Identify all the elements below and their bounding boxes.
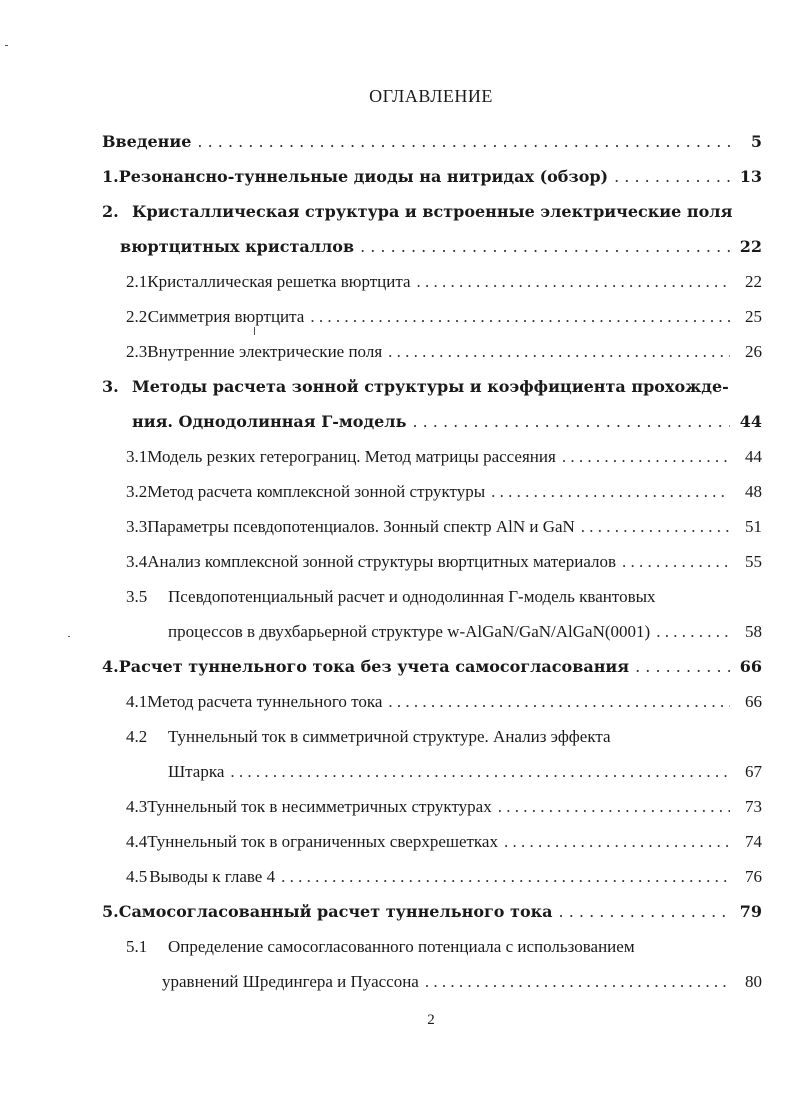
toc-entry-4-4[interactable] (126, 830, 762, 854)
toc-entry-3-1[interactable] (126, 445, 762, 469)
page-number: 2 (427, 1012, 435, 1028)
scan-speck (5, 45, 8, 46)
toc-entry-page: 73 (745, 797, 762, 816)
scan-speck (254, 327, 255, 335)
toc-entry-3-5[interactable] (126, 585, 762, 609)
toc-entry-title: Самосогласованный расчет туннельного тока (118, 902, 553, 921)
toc-entry-title: Метод расчета комплексной зонной структуры (147, 482, 486, 501)
toc-entry-title: вюртцитных кристаллов (120, 237, 355, 256)
toc-entry-page: 55 (745, 552, 762, 571)
toc-entry-title: уравнений Шредингера и Пуассона (162, 972, 419, 991)
toc-entry-number: 3.2 (126, 482, 148, 501)
toc-entry-2-2[interactable] (126, 305, 762, 329)
toc-entry-title: Модель резких гетерограниц. Метод матрицы рассеяния (147, 447, 556, 466)
leader-dots (425, 970, 730, 994)
toc-entry-title: процессов в двухбарьерной структуре w-AlGaN/GaN/AlGaN(0001) (168, 622, 651, 641)
toc-entry-number: 3.4 (126, 552, 148, 571)
toc-entry-3-5-cont[interactable] (168, 620, 762, 644)
toc-entry-number: 2.1 (126, 272, 148, 291)
toc-entry-5-1[interactable] (126, 935, 762, 959)
leader-dots (562, 445, 730, 469)
toc-entry-number: 3.5 (126, 587, 148, 606)
toc-entry-4-2[interactable] (126, 725, 762, 749)
toc-entry-number: 3.3 (126, 517, 148, 536)
toc-entry-page: 51 (745, 517, 762, 536)
toc-entry-number: 4.3 (126, 797, 148, 816)
toc-entry-title: Симметрия вюртцита (147, 307, 305, 326)
toc-entry-page: 48 (745, 482, 762, 501)
toc-entry-chapter-3[interactable] (102, 375, 762, 399)
toc-entry-chapter-1[interactable] (102, 165, 762, 189)
toc-entry-chapter-2[interactable] (102, 200, 762, 224)
toc-entry-page: 80 (745, 972, 762, 991)
toc-entry-title: Туннельный ток в ограниченных сверхрешетках (147, 832, 498, 851)
toc-entry-page: 66 (745, 692, 762, 711)
toc-entry-number: 5.1 (126, 937, 148, 956)
toc-entry-page: 5 (750, 132, 762, 151)
toc-entry-page: 79 (739, 902, 762, 921)
toc-entry-number: 4.4 (126, 832, 148, 851)
toc-entry-number: 3.1 (126, 447, 148, 466)
toc-entry-introduction[interactable] (102, 130, 762, 154)
leader-dots (281, 865, 730, 889)
toc-entry-title: Туннельный ток в несимметричных структурах (147, 797, 492, 816)
page-title: ОГЛАВЛЕНИЕ (369, 86, 493, 106)
toc-entry-chapter-2-cont[interactable] (120, 235, 762, 259)
toc-entry-chapter-5[interactable] (102, 900, 762, 924)
leader-dots (388, 690, 730, 714)
toc-entry-page: 58 (745, 622, 762, 641)
toc-entry-title: Выводы к главе 4 (149, 867, 276, 886)
toc-entry-4-3[interactable] (126, 795, 762, 819)
leader-dots (310, 305, 730, 329)
toc-entry-title: Метод расчета туннельного тока (147, 692, 383, 711)
leader-dots (491, 480, 730, 504)
toc-entry-4-1[interactable] (126, 690, 762, 714)
leader-dots (581, 515, 730, 539)
toc-entry-chapter-4[interactable] (102, 655, 762, 679)
toc-entry-3-4[interactable] (126, 550, 762, 574)
leader-dots (498, 795, 730, 819)
leader-dots (417, 270, 730, 294)
leader-dots (656, 620, 730, 644)
leader-dots (412, 410, 730, 434)
toc-entry-title: Определение самосогласованного потенциала с использованием (168, 937, 635, 956)
leader-dots (635, 655, 730, 679)
toc-entry-page: 67 (745, 762, 762, 781)
toc-entry-number: 4.1 (126, 692, 148, 711)
leader-dots (614, 165, 730, 189)
toc-entry-4-5[interactable] (126, 865, 762, 889)
leader-dots (360, 235, 730, 259)
toc-entry-title: Введение (102, 132, 192, 151)
toc-entry-title: Расчет туннельного тока без учета самосогласования (118, 657, 630, 676)
toc-entry-page: 44 (739, 412, 762, 431)
leader-dots (504, 830, 730, 854)
toc-entry-title: Псевдопотенциальный расчет и однодолинная Г-модель квантовых (168, 587, 656, 606)
toc-entry-title: Туннельный ток в симметричной структуре. Анализ эффекта (168, 727, 611, 746)
toc-entry-number: 4. (102, 657, 119, 676)
toc-entry-title: Анализ комплексной зонной структуры вюртцитных материалов (147, 552, 617, 571)
toc-entry-4-2-cont[interactable] (168, 760, 762, 784)
toc-entry-page: 22 (745, 272, 762, 291)
toc-entry-2-1[interactable] (126, 270, 762, 294)
toc-entry-page: 66 (739, 657, 762, 676)
toc-entry-3-3[interactable] (126, 515, 762, 539)
leader-dots (230, 760, 730, 784)
leader-dots (559, 900, 730, 924)
toc-entry-title: Штарка (168, 762, 225, 781)
leader-dots (622, 550, 730, 574)
toc-entry-page: 76 (745, 867, 762, 886)
toc-entry-5-1-cont[interactable] (162, 970, 762, 994)
toc-entry-number: 2.2 (126, 307, 148, 326)
toc-entry-page: 25 (745, 307, 762, 326)
toc-entry-number: 4.2 (126, 727, 148, 746)
toc-entry-page: 13 (739, 167, 762, 186)
toc-entry-3-2[interactable] (126, 480, 762, 504)
toc-entry-title: Параметры псевдопотенциалов. Зонный спектр AlN и GaN (147, 517, 575, 536)
toc-entry-page: 74 (745, 832, 762, 851)
toc-entry-number: 2. (102, 202, 119, 221)
toc-entry-page: 22 (739, 237, 762, 256)
toc-entry-page: 26 (745, 342, 762, 361)
toc-entry-page: 44 (745, 447, 762, 466)
toc-entry-number: 1. (102, 167, 119, 186)
leader-dots (388, 340, 730, 364)
toc-entry-title: Внутренние электрические поля (147, 342, 383, 361)
toc-entry-title: Резонансно-туннельные диоды на нитридах (обзор) (118, 167, 609, 186)
toc-entry-title: Методы расчета зонной структуры и коэффициента прохожде- (132, 377, 729, 396)
scan-speck (68, 636, 70, 637)
toc-entry-chapter-3-cont[interactable] (132, 410, 762, 434)
toc-entry-title: Кристаллическая структура и встроенные электрические поля (132, 202, 733, 221)
toc-entry-title: ния. Однодолинная Г-модель (132, 412, 407, 431)
leader-dots (197, 130, 730, 154)
toc-entry-number: 2.3 (126, 342, 148, 361)
toc-entry-number: 5. (102, 902, 119, 921)
toc-entry-title: Кристаллическая решетка вюртцита (147, 272, 411, 291)
toc-entry-number: 3. (102, 377, 119, 396)
toc-entry-number: 4.5 (126, 867, 148, 886)
toc-entry-2-3[interactable] (126, 340, 762, 364)
